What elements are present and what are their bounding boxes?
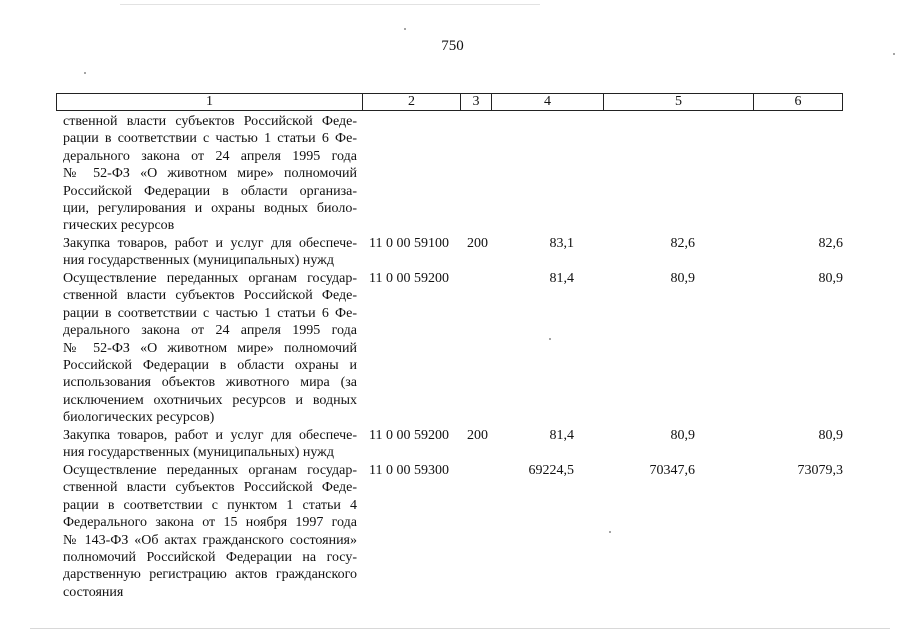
value-col-5: 80,9 bbox=[670, 271, 695, 286]
value-col-4: 69224,5 bbox=[528, 463, 574, 478]
description-line: дерального закона от 24 апреля 1995 года bbox=[63, 148, 357, 164]
description-line: ции, регулирования и охраны водных биоло- bbox=[63, 201, 357, 217]
value-col-4: 81,4 bbox=[549, 271, 574, 286]
description-line: состояния bbox=[63, 584, 124, 600]
description-line: дерального закона от 24 апреля 1995 года bbox=[63, 323, 357, 339]
row-description bbox=[63, 113, 357, 235]
description-line: № 52-ФЗ «О животном мире» полномочий bbox=[63, 166, 357, 182]
description-line: ственной власти субъектов Российской Феде- bbox=[63, 288, 357, 304]
description-line: рации в соответствии с частью 1 статьи 6 Фе- bbox=[63, 305, 357, 321]
expense-type: 200 bbox=[467, 428, 488, 443]
description-line: рации в соответствии с частью 1 статьи 6 Фе- bbox=[63, 131, 357, 147]
scan-speck bbox=[549, 338, 551, 340]
value-col-6: 80,9 bbox=[818, 428, 843, 443]
row-description bbox=[63, 235, 357, 270]
scan-speck bbox=[893, 53, 895, 55]
row-description bbox=[63, 462, 357, 601]
column-header-5: 5 bbox=[604, 94, 754, 111]
description-line: Закупка товаров, работ и услуг для обеспече- bbox=[63, 428, 357, 443]
value-col-6: 73079,3 bbox=[797, 463, 843, 478]
description-line: биологических ресурсов) bbox=[63, 410, 215, 426]
description-line: Федерального закона от 15 ноября 1997 года bbox=[63, 515, 357, 531]
scan-speck bbox=[404, 28, 406, 30]
value-col-6: 82,6 bbox=[818, 236, 843, 251]
value-col-5: 80,9 bbox=[670, 428, 695, 443]
value-col-4: 83,1 bbox=[549, 236, 574, 251]
value-col-5: 70347,6 bbox=[649, 463, 695, 478]
scan-speck bbox=[84, 72, 86, 74]
column-header-3: 3 bbox=[461, 94, 492, 111]
value-col-5: 82,6 bbox=[670, 236, 695, 251]
description-line: ственной власти субъектов Российской Феде- bbox=[63, 114, 357, 129]
description-line: № 52-ФЗ «О животном мире» полномочий bbox=[63, 340, 357, 356]
description-line: № 143-ФЗ «Об актах гражданского состояния» bbox=[63, 532, 357, 548]
column-header-1: 1 bbox=[57, 94, 363, 111]
description-line: дарственную регистрацию актов гражданского bbox=[63, 567, 357, 583]
page-number: 750 bbox=[441, 38, 464, 54]
column-header-6: 6 bbox=[754, 94, 843, 111]
description-line: Российской Федерации в области охраны и bbox=[63, 358, 357, 374]
value-col-4: 81,4 bbox=[549, 428, 574, 443]
description-line: рации в соответствии с пунктом 1 статьи 4 bbox=[63, 497, 357, 513]
value-col-6: 80,9 bbox=[818, 271, 843, 286]
column-header-4: 4 bbox=[492, 94, 604, 111]
scan-speck bbox=[609, 531, 611, 533]
scan-artifact-top bbox=[120, 4, 540, 5]
target-code: 11 0 00 59300 bbox=[369, 463, 449, 478]
description-line: ния государственных (муниципальных) нужд bbox=[63, 445, 334, 461]
column-header-2: 2 bbox=[363, 94, 461, 111]
description-line: Осуществление переданных органам государ- bbox=[63, 463, 357, 478]
description-line: полномочий Российской Федерации на госу- bbox=[63, 550, 357, 566]
description-line: использования объектов животного мира (за bbox=[63, 375, 357, 391]
description-line: Закупка товаров, работ и услуг для обеспече- bbox=[63, 236, 357, 251]
target-code: 11 0 00 59100 bbox=[369, 236, 449, 251]
row-description bbox=[63, 270, 357, 427]
description-line: ния государственных (муниципальных) нужд bbox=[63, 253, 334, 269]
description-line: Осуществление переданных органам государ- bbox=[63, 271, 357, 286]
expense-type: 200 bbox=[467, 236, 488, 251]
target-code: 11 0 00 59200 bbox=[369, 428, 449, 443]
scan-artifact-bottom bbox=[30, 628, 890, 629]
row-description bbox=[63, 427, 357, 462]
column-header-row bbox=[56, 93, 843, 111]
description-line: гических ресурсов bbox=[63, 218, 175, 234]
description-line: исключением охотничьих ресурсов и водных bbox=[63, 392, 357, 408]
description-line: ственной власти субъектов Российской Феде- bbox=[63, 480, 357, 496]
target-code: 11 0 00 59200 bbox=[369, 271, 449, 286]
description-line: Российской Федерации в области организа- bbox=[63, 183, 357, 199]
